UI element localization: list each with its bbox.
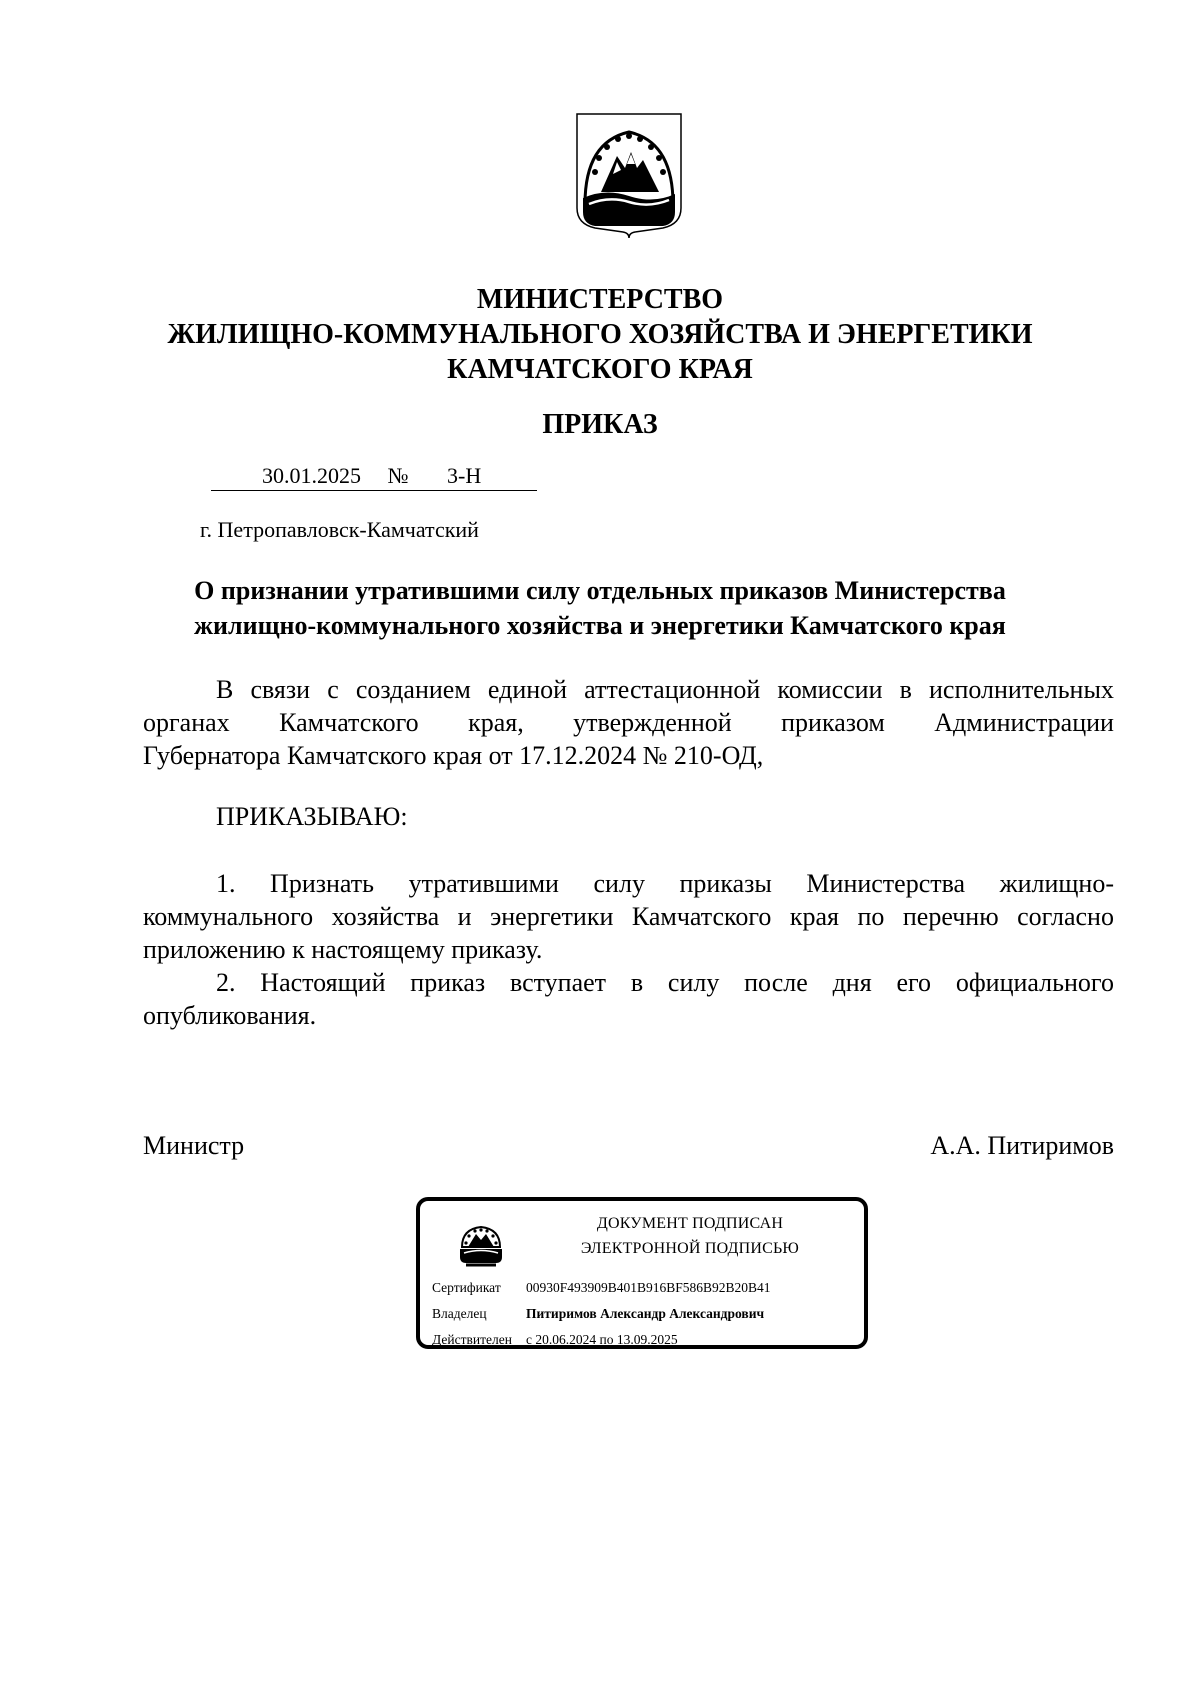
kamchatka-coat-of-arms-icon — [575, 112, 683, 238]
preamble-line1 — [143, 673, 1114, 706]
item1-line1-word: приказы — [679, 869, 772, 898]
stamp-validity-row — [432, 1331, 678, 1349]
ministry-name-line2: ЖИЛИЩНО-КОММУНАЛЬНОГО ХОЗЯЙСТВА И ЭНЕРГЕТИКИ — [167, 319, 1033, 350]
item1-line2-word: хозяйства — [331, 902, 440, 931]
item1-line2-word: коммунального — [143, 902, 314, 931]
item1-line1 — [143, 867, 1114, 900]
decree-word — [143, 800, 1114, 833]
certificate-label: Сертификат — [432, 1280, 501, 1295]
preamble-line1-word: комиссии — [777, 675, 883, 704]
preamble-line1-word: в — [899, 675, 912, 704]
item2-line2: опубликования. — [143, 1001, 317, 1030]
decree-text: ПРИКАЗЫВАЮ: — [216, 802, 408, 831]
ministry-name-line3: КАМЧАТСКОГО КРАЯ — [447, 354, 753, 385]
order-date-field — [211, 462, 383, 491]
item2-line1-word: после — [744, 968, 808, 997]
item1-line3: приложению к настоящему приказу. — [143, 935, 543, 964]
item2-line1-word: в — [630, 968, 644, 997]
preamble-line2-word: органах — [143, 708, 230, 737]
item1-line1-word: Признать — [270, 869, 375, 898]
preamble-line1-word: В — [216, 675, 234, 704]
item2-line1-word: Настоящий — [260, 968, 386, 997]
item2-line1-word: вступает — [509, 968, 607, 997]
electronic-signature-stamp — [416, 1197, 868, 1349]
stamp-certificate-row — [432, 1279, 771, 1297]
preamble-line3: Губернатора Камчатского края от 17.12.2024 № 210-ОД, — [143, 741, 764, 770]
ministry-name-line1: МИНИСТЕРСТВО — [476, 284, 724, 315]
validity-value: с 20.06.2024 по 13.09.2025 — [526, 1332, 678, 1347]
preamble-line1-text — [216, 673, 1114, 706]
signer-position: Министр — [143, 1131, 245, 1160]
preamble-line2-word: утвержденной — [573, 708, 732, 737]
stamp-header — [520, 1211, 860, 1261]
item2-line1-word: приказ — [410, 968, 486, 997]
preamble-line2-word: Администрации — [934, 708, 1114, 737]
item1-line2-word: энергетики — [490, 902, 614, 931]
preamble-line2-word: края, — [468, 708, 524, 737]
item2-line1-word: дня — [832, 968, 872, 997]
item2-line1-word: силу — [667, 968, 720, 997]
order-subject-line2: жилищно-коммунального хозяйства и энергетики Камчатского края — [194, 611, 1006, 640]
issue-city: г. Петропавловск-Камчатский — [200, 517, 479, 542]
item1-line1-text — [216, 867, 1114, 900]
stamp-title-line2: ЭЛЕКТРОННОЙ ПОДПИСЬЮ — [580, 1240, 800, 1257]
stamp-title-line1: ДОКУМЕНТ ПОДПИСАН — [596, 1215, 784, 1232]
preamble-line1-word: аттестационной — [584, 675, 761, 704]
item1-line1-word: силу — [593, 869, 645, 898]
document-type-title: ПРИКАЗ — [542, 409, 658, 440]
preamble-line2-word: приказом — [781, 708, 885, 737]
item1-line2-word: по — [857, 902, 885, 931]
item2-line1-word: официального — [955, 968, 1114, 997]
preamble-line1-word: исполнительных — [928, 675, 1114, 704]
preamble-paragraph — [143, 673, 1114, 772]
item1-line1-word: Министерства — [806, 869, 966, 898]
owner-value: Питиримов Александр Александрович — [526, 1306, 765, 1321]
item1-line1-word: утратившими — [408, 869, 559, 898]
owner-label: Владелец — [432, 1306, 487, 1321]
stamp-emblem-icon — [456, 1221, 506, 1271]
order-subject — [100, 573, 1100, 643]
preamble-line1-word: связи — [250, 675, 311, 704]
item2-line1-text — [216, 966, 1114, 999]
item1-line2-word: и — [457, 902, 472, 931]
preamble-line1-word: с — [327, 675, 339, 704]
preamble-line2 — [143, 706, 1114, 739]
order-subject-line1: О признании утратившими силу отдельных приказов Министерства — [194, 576, 1006, 605]
order-number: 3-Н — [447, 463, 482, 488]
preamble-line1-word: созданием — [355, 675, 471, 704]
item1-line2-word: согласно — [1017, 902, 1114, 931]
preamble-line1-word: единой — [487, 675, 568, 704]
item1-line2-word: Камчатского — [631, 902, 772, 931]
registration-line — [211, 462, 537, 490]
validity-label: Действителен — [432, 1332, 512, 1347]
item1-line2-word: края — [789, 902, 839, 931]
preamble-line2-word: Камчатского — [279, 708, 419, 737]
order-items — [143, 867, 1114, 1032]
order-number-field — [413, 462, 537, 491]
stamp-owner-row — [432, 1305, 764, 1323]
signer-name: А.А. Питиримов — [930, 1131, 1114, 1160]
item1-line1-word: 1. — [216, 869, 236, 898]
number-sign: № — [383, 462, 413, 491]
certificate-value: 00930F493909B401B916BF586B92B20B41 — [526, 1280, 771, 1295]
item1-line2 — [143, 900, 1114, 933]
order-date: 30.01.2025 — [262, 463, 361, 488]
item2-line1 — [143, 966, 1114, 999]
item1-line1-word: жилищно- — [999, 869, 1114, 898]
item2-line1-word: 2. — [216, 968, 236, 997]
item1-line2-word: перечню — [902, 902, 999, 931]
ministry-name — [100, 282, 1100, 387]
item2-line1-word: его — [896, 968, 932, 997]
